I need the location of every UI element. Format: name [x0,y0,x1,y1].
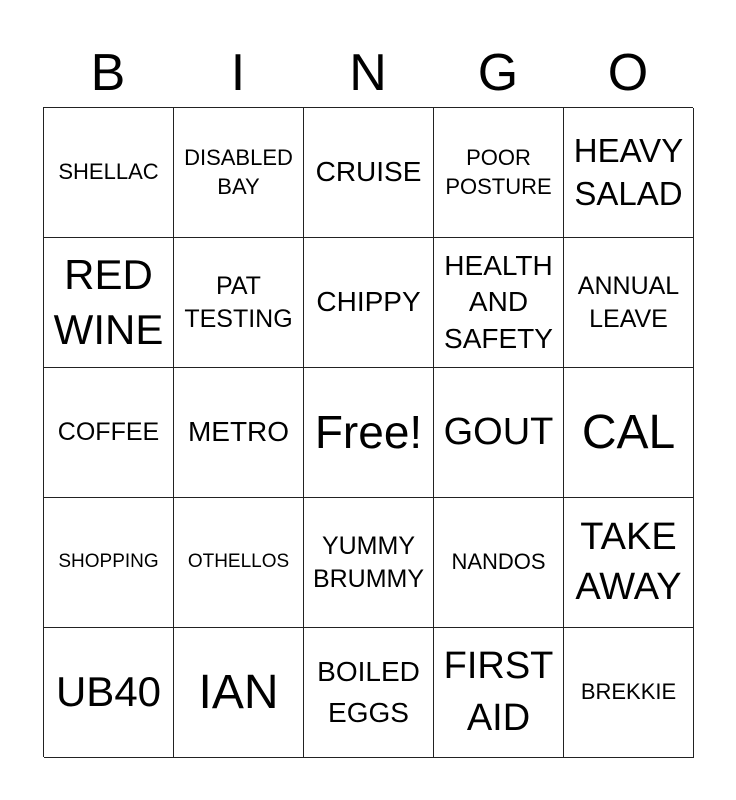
bingo-cell[interactable] [564,498,694,628]
header-letter-g: G [477,44,519,102]
bingo-cell[interactable] [304,628,434,758]
bingo-cell[interactable] [564,628,694,758]
cell-label: PAT TESTING [184,272,293,333]
bingo-cell[interactable] [44,108,174,238]
bingo-cell[interactable] [44,628,174,758]
bingo-cell[interactable] [174,108,304,238]
cell-label: OTHELLOS [187,551,290,573]
header-letter-i: I [230,44,246,102]
bingo-cell[interactable] [564,368,694,498]
cell-label: UB40 [55,668,162,716]
bingo-cell[interactable] [44,368,174,498]
cell-label: RED WINE [53,250,164,353]
bingo-cell[interactable] [564,238,694,368]
bingo-cell[interactable] [304,238,434,368]
cell-label: COFFEE [57,418,160,447]
bingo-cell[interactable] [174,368,304,498]
cell-label: BOILED EGGS [317,655,420,728]
cell-label: HEALTH AND SAFETY [444,249,553,354]
bingo-cell[interactable] [434,368,564,498]
bingo-cell[interactable] [434,498,564,628]
bingo-cell[interactable] [434,628,564,758]
free-space-label: Free! [314,405,423,458]
cell-label: DISABLED BAY [184,144,293,199]
free-space-cell[interactable] [304,368,434,498]
bingo-cell[interactable] [174,498,304,628]
cell-label: NANDOS [451,549,546,575]
cell-label: SHELLAC [58,159,159,185]
bingo-card [43,107,693,757]
cell-label: SHOPPING [58,551,159,573]
cell-label: HEAVY SALAD [573,131,684,212]
header-letter-n: N [349,44,387,102]
bingo-cell[interactable] [44,238,174,368]
bingo-cell[interactable] [564,108,694,238]
header-letter-b: B [90,44,126,102]
cell-label: CRUISE [315,156,422,188]
bingo-cell[interactable] [174,238,304,368]
cell-label: ANNUAL LEAVE [577,272,680,333]
cell-label: BREKKIE [580,679,677,705]
cell-label: YUMMY BRUMMY [312,532,425,593]
bingo-cell[interactable] [304,498,434,628]
cell-label: METRO [187,416,290,448]
cell-label: TAKE AWAY [575,516,682,608]
bingo-header [43,40,693,106]
cell-label: CHIPPY [316,286,421,318]
bingo-cell[interactable] [434,108,564,238]
header-letter-o: O [607,44,649,102]
cell-label: GOUT [443,410,554,453]
bingo-cell[interactable] [434,238,564,368]
bingo-cell[interactable] [304,108,434,238]
cell-label: IAN [198,665,279,719]
cell-label: POOR POSTURE [445,144,552,199]
cell-label: FIRST AID [443,645,554,739]
cell-label: CAL [581,405,676,459]
bingo-cell[interactable] [44,498,174,628]
bingo-cell[interactable] [174,628,304,758]
